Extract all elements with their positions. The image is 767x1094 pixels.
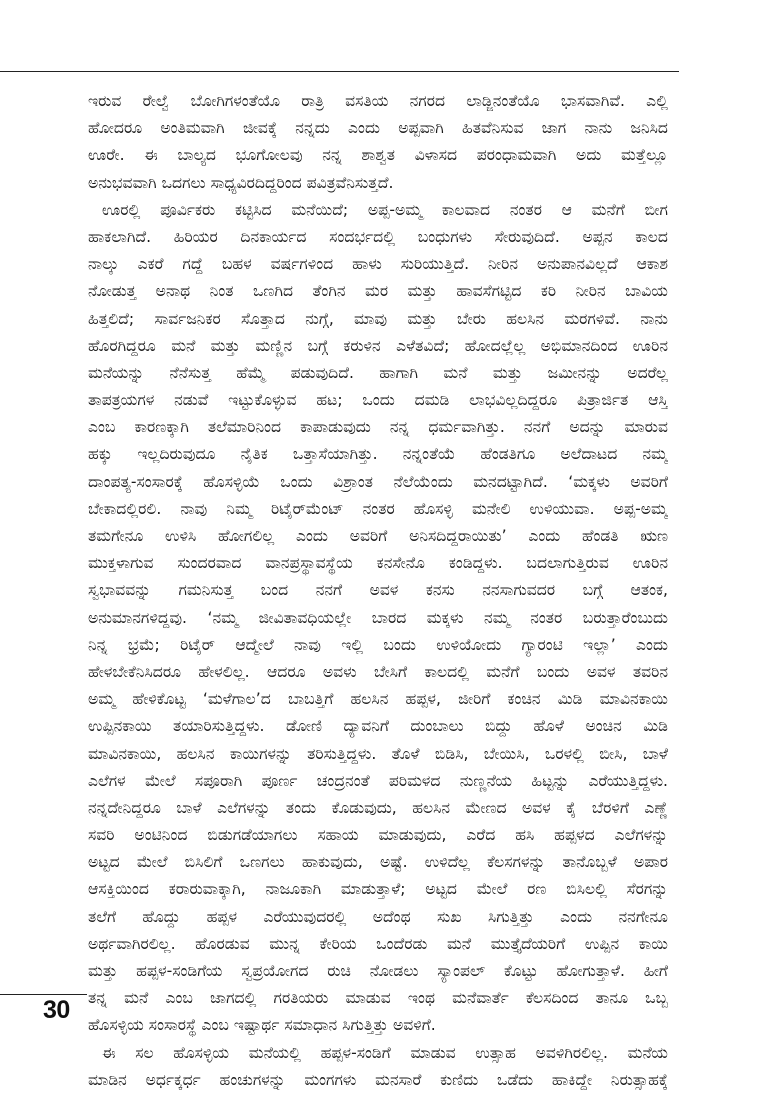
text-line: ತಲೆಗೆ ಹೊದ್ದು ಹಪ್ಪಳ ಎರೆಯುವುದರಲ್ಲಿ ಅದೆಂಥ ಸುಖ ಸಿಗುತ್ತಿತ್ತು ಎಂದು ನನಗೇನೂ (88, 907, 668, 926)
text-line: ಊರೇ. ಈ ಬಾಲ್ಯದ ಭೂಗೋಲವು ನನ್ನ ಶಾಶ್ವತ ವಿಳಾಸದ ಪರಂಧಾಮವಾಗಿ ಅದು ಮತ್ತೆಲ್ಲೂ (88, 146, 668, 165)
text-line: ನನ್ನದೇನಿದ್ದರೂ ಬಾಳೆ ಎಲೆಗಳನ್ನು ತಂದು ಕೊಡುವುದು, ಹಲಸಿನ ಮೇಣದ ಅವಳ ಕೈ ಬೆರಳಿಗೆ ಎಣ್ಣೆ (88, 798, 668, 817)
text-line: ಮುಕ್ತಳಾಗುವ ಸುಂದರವಾದ ವಾನಪ್ರಸ್ಥಾವಸ್ಥೆಯ ಕನಸೇನೊ ಕಂಡಿದ್ದಳು. ಬದಲಾಗುತ್ತಿರುವ ಊರಿನ (88, 554, 668, 573)
text-line: ನಿನ್ನ ಭ್ರಮೆ; ರಿಟೈರ್ ಆದ್ಮೇಲೆ ನಾವು ಇಲ್ಲಿ ಬಂದು ಉಳಿಯೋದು ಗ್ಯಾರಂಟಿ ಇಲ್ಲಾ’ ಎಂದು (88, 635, 668, 654)
text-line: ಹೇಳಬೇಕೆನಿಸಿದರೂ ಹೇಳಲಿಲ್ಲ. ಆದರೂ ಅವಳು ಬೇಸಿಗೆ ಕಾಲದಲ್ಲಿ ಮನೆಗೆ ಬಂದು ಅವಳ ತವರಿನ (88, 662, 668, 681)
text-line: ಮಾವಿನಕಾಯಿ, ಹಲಸಿನ ಕಾಯಿಗಳನ್ನು ತರಿಸುತ್ತಿದ್ದಳು. ತೊಳೆ ಬಿಡಿಸಿ, ಬೇಯಿಸಿ, ಒರಳಲ್ಲಿ ಬೀಸಿ, ಬಾಳೆ (88, 744, 668, 763)
text-line: ಅನುಭವವಾಗಿ ಒದಗಲು ಸಾಧ್ಯವಿರದಿದ್ದರಿಂದ ಪವಿತ್ರವೆನಿಸುತ್ತದೆ. (88, 173, 394, 192)
text-line: ಎಂಬ ಕಾರಣಕ್ಕಾಗಿ ತಲೆಮಾರಿನಿಂದ ಕಾಪಾಡುವುದು ನನ್ನ ಧರ್ಮವಾಗಿತ್ತು. ನನಗೆ ಅದನ್ನು ಮಾರುವ (88, 418, 668, 437)
text-line: ಮನೆಯನ್ನು ನೆನೆಸುತ್ತ ಹೆಮ್ಮೆ ಪಡುವುದಿದೆ. ಹಾಗಾಗಿ ಮನೆ ಮತ್ತು ಜಮೀನನ್ನು ಅದರೆಲ್ಲ (88, 363, 668, 382)
text-line: ನಾಲ್ಕು ಎಕರೆ ಗದ್ದೆ ಬಹಳ ವರ್ಷಗಳಿಂದ ಹಾಳು ಸುರಿಯುತ್ತಿದೆ. ನೀರಿನ ಅನುಪಾನವಿಲ್ಲದೆ ಆಕಾಶ (88, 255, 668, 274)
text-line: ಅಟ್ಟದ ಮೇಲೆ ಬಿಸಿಲಿಗೆ ಒಣಗಲು ಹಾಕುವುದು, ಅಷ್ಟೆ. ಉಳಿದೆಲ್ಲ ಕೆಲಸಗಳನ್ನು ತಾನೊಬ್ಬಳೆ ಅಪಾರ (88, 853, 668, 872)
text-line: ಬೇಕಾದಲ್ಲಿರಲಿ. ನಾವು ನಿಮ್ಮ ರಿಟೈರ್‌ಮೆಂಟ್ ನಂತರ ಹೊಸಳ್ಳಿ ಮನೇಲಿ ಉಳಿಯುವಾ. ಅಪ್ಪ-ಅಮ್ಮ (88, 499, 668, 518)
text-line: ತನ್ನ ಮನೆ ಎಂಬ ಜಾಗದಲ್ಲಿ ಗರತಿಯರು ಮಾಡುವ ಇಂಥ ಮನೆವಾರ್ತೆ ಕೆಲಸದಿಂದ ತಾನೂ ಒಬ್ಬ (88, 989, 668, 1008)
text-line: ತಮಗೇನೂ ಉಳಿಸಿ ಹೋಗಲಿಲ್ಲ ಎಂದು ಅವರಿಗೆ ಅನಿಸದಿದ್ದರಾಯಿತು’ ಎಂದು ಹೆಂಡತಿ ಋಣ (88, 527, 668, 545)
text-line: ಈ ಸಲ ಹೊಸಳ್ಳಿಯ ಮನೆಯಲ್ಲಿ ಹಪ್ಪಳ-ಸಂಡಿಗೆ ಮಾಡುವ ಉತ್ಸಾಹ ಅವಳಿಗಿರಲಿಲ್ಲ. ಮನೆಯ (102, 1043, 668, 1062)
text-line: ಸವರಿ ಅಂಟಿನಿಂದ ಬಿಡುಗಡೆಯಾಗಲು ಸಹಾಯ ಮಾಡುವುದು, ಎರೆದ ಹಸಿ ಹಪ್ಪಳದ ಎಲೆಗಳನ್ನು (88, 826, 668, 845)
text-line: ಆಸಕ್ತಿಯಿಂದ ಕರಾರುವಾಕ್ಕಾಗಿ, ನಾಜೂಕಾಗಿ ಮಾಡುತ್ತಾಳೆ; ಅಟ್ಟದ ಮೇಲೆ ರಣ ಬಿಸಿಲಲ್ಲಿ ಸೆರಗನ್ನು (88, 880, 668, 899)
text-line: ಮತ್ತು ಹಪ್ಪಳ-ಸಂಡಿಗೆಯ ಸ್ವಪ್ರಯೋಗದ ರುಚಿ ನೋಡಲು ಸ್ಯಾಂಪಲ್ ಕೊಟ್ಟು ಹೋಗುತ್ತಾಳೆ. ಹೀಗೆ (88, 962, 668, 980)
text-line: ತಾಪತ್ರಯಗಳ ನಡುವೆ ಇಟ್ಟುಕೊಳ್ಳುವ ಹಟ; ಒಂದು ದಮಡಿ ಲಾಭವಿಲ್ಲದಿದ್ದರೂ ಪಿತ್ರಾರ್ಜಿತ ಆಸ್ತಿ (88, 391, 668, 410)
text-line: ಅನುಮಾನಗಳಿದ್ದವು. ‘ನಮ್ಮ ಜೀವಿತಾವಧಿಯಲ್ಲೇ ಬಾರದ ಮಕ್ಕಳು ನಮ್ಮ ನಂತರ ಬರುತ್ತಾರೆಂಬುದು (88, 608, 668, 627)
text-line: ಹೊಸಳ್ಳಿಯ ಸಂಸಾರಸ್ಥೆ ಎಂಬ ಇಷ್ಟಾರ್ಥ ಸಮಾಧಾನ ಸಿಗುತ್ತಿತ್ತು ಅವಳಿಗೆ. (88, 1016, 436, 1035)
text-line: ಊರಲ್ಲಿ ಪೂರ್ವಿಕರು ಕಟ್ಟಿಸಿದ ಮನೆಯಿದೆ; ಅಪ್ಪ-ಅಮ್ಮ ಕಾಲವಾದ ನಂತರ ಆ ಮನೆಗೆ ಬೀಗ (102, 200, 668, 219)
body-text (88, 88, 668, 1094)
text-line: ಸ್ವಭಾವವನ್ನು ಗಮನಿಸುತ್ತ ಬಂದ ನನಗೆ ಅವಳ ಕನಸು ನನಸಾಗುವದರ ಬಗ್ಗೆ ಆತಂಕ, (88, 581, 668, 600)
text-line: ದಾಂಪತ್ಯ-ಸಂಸಾರಕ್ಕೆ ಹೊಸಳ್ಳಿಯೆ ಒಂದು ವಿಶ್ರಾಂತ ನೆಲೆಯೆಂದು ಮನದಟ್ಟಾಗಿದೆ. ‘ಮಕ್ಕಳು ಅವರಿಗೆ (88, 472, 668, 491)
text-line: ಹೋದರೂ ಅಂತಿಮವಾಗಿ ಜೀವಕ್ಕೆ ನನ್ನದು ಎಂದು ಅಪ್ಪವಾಗಿ ಹಿತವೆನಿಸುವ ಜಾಗ ನಾನು ಜನಿಸಿದ (88, 119, 668, 138)
text-line: ಉಪ್ಪಿನಕಾಯಿ ತಯಾರಿಸುತ್ತಿದ್ದಳು. ಡೋಣಿ ದ್ಯಾವನಿಗೆ ದುಂಬಾಲು ಬಿದ್ದು ಹೊಳೆ ಅಂಚಿನ ಮಿಡಿ (88, 717, 668, 736)
text-line: ಮಾಡಿನ ಅರ್ಧಕ್ಕರ್ಧ ಹಂಚುಗಳನ್ನು ಮಂಗಗಳು ಮನಸಾರೆ ಕುಣಿದು ಒಡೆದು ಹಾಕಿದ್ದೇ ನಿರುತ್ಸಾಹಕ್ಕೆ (88, 1070, 668, 1089)
footer-rule (0, 994, 87, 995)
text-line: ಹಿತ್ತಲಿದೆ; ಸಾರ್ವಜನಿಕರ ಸೊತ್ತಾದ ನುಗ್ಗೆ, ಮಾವು ಮತ್ತು ಬೇರು ಹಲಸಿನ ಮರಗಳಿವೆ. ನಾನು (88, 309, 668, 328)
page-number: 30 (43, 996, 70, 1024)
text-line: ಹಾಕಲಾಗಿದೆ. ಹಿರಿಯರ ದಿನಕಾರ್ಯದ ಸಂದರ್ಭದಲ್ಲಿ ಬಂಧುಗಳು ಸೇರುವುದಿದೆ. ಅಪ್ಪನ ಕಾಲದ (88, 227, 668, 246)
text-line: ಅರ್ಥವಾಗಿರಲಿಲ್ಲ. ಹೊರಡುವ ಮುನ್ನ ಕೇರಿಯ ಒಂದೆರಡು ಮನೆ ಮುತ್ತೈದೆಯರಿಗೆ ಉಪ್ಪಿನ ಕಾಯಿ (88, 934, 668, 953)
text-line: ಎಲೆಗಳ ಮೇಲೆ ಸಪೂರಾಗಿ ಪೂರ್ಣ ಚಂದ್ರನಂತೆ ಪರಿಮಳದ ನುಣ್ಣನೆಯ ಹಿಟ್ಟನ್ನು ಎರೆಯುತ್ತಿದ್ದಳು. (88, 771, 668, 790)
header-rule (0, 71, 679, 72)
text-line: ನೋಡುತ್ತ ಅನಾಥ ನಿಂತ ಒಣಗಿದ ತೆಂಗಿನ ಮರ ಮತ್ತು ಹಾವಸೆಗಟ್ಟಿದ ಕರಿ ನೀರಿನ ಬಾವಿಯ (88, 282, 668, 301)
text-line: ಅಮ್ಮ ಹೇಳಿಕೊಟ್ಟ ‘ಮಳೆಗಾಲ’ದ ಬಾಬತ್ತಿಗೆ ಹಲಸಿನ ಹಪ್ಪಳ, ಜೀರಿಗೆ ಕಂಚಿನ ಮಿಡಿ ಮಾವಿನಕಾಯಿ (88, 690, 668, 709)
text-line: ಹೊರಗಿದ್ದರೂ ಮನೆ ಮತ್ತು ಮಣ್ಣಿನ ಬಗ್ಗೆ ಕರುಳಿನ ಎಳೆತವಿದೆ; ಹೋದಲ್ಲೆಲ್ಲ ಅಭಿಮಾನದಿಂದ ಊರಿನ (88, 336, 668, 355)
text-line: ಇರುವ ರೇಲ್ವೆ ಬೋಗಿಗಳಂತೆಯೊ ರಾತ್ರಿ ವಸತಿಯ ನಗರದ ಲಾಡ್ಜಿನಂತೆಯೊ ಭಾಸವಾಗಿವೆ. ಎಲ್ಲಿ (88, 92, 668, 110)
text-line: ಹಕ್ಕು ಇಲ್ಲದಿರುವುದೂ ನೈತಿಕ ಒತ್ತಾಸೆಯಾಗಿತ್ತು. ನನ್ನಂತೆಯೆ ಹೆಂಡತಿಗೂ ಅಲೆದಾಟದ ನಮ್ಮ (88, 445, 668, 464)
